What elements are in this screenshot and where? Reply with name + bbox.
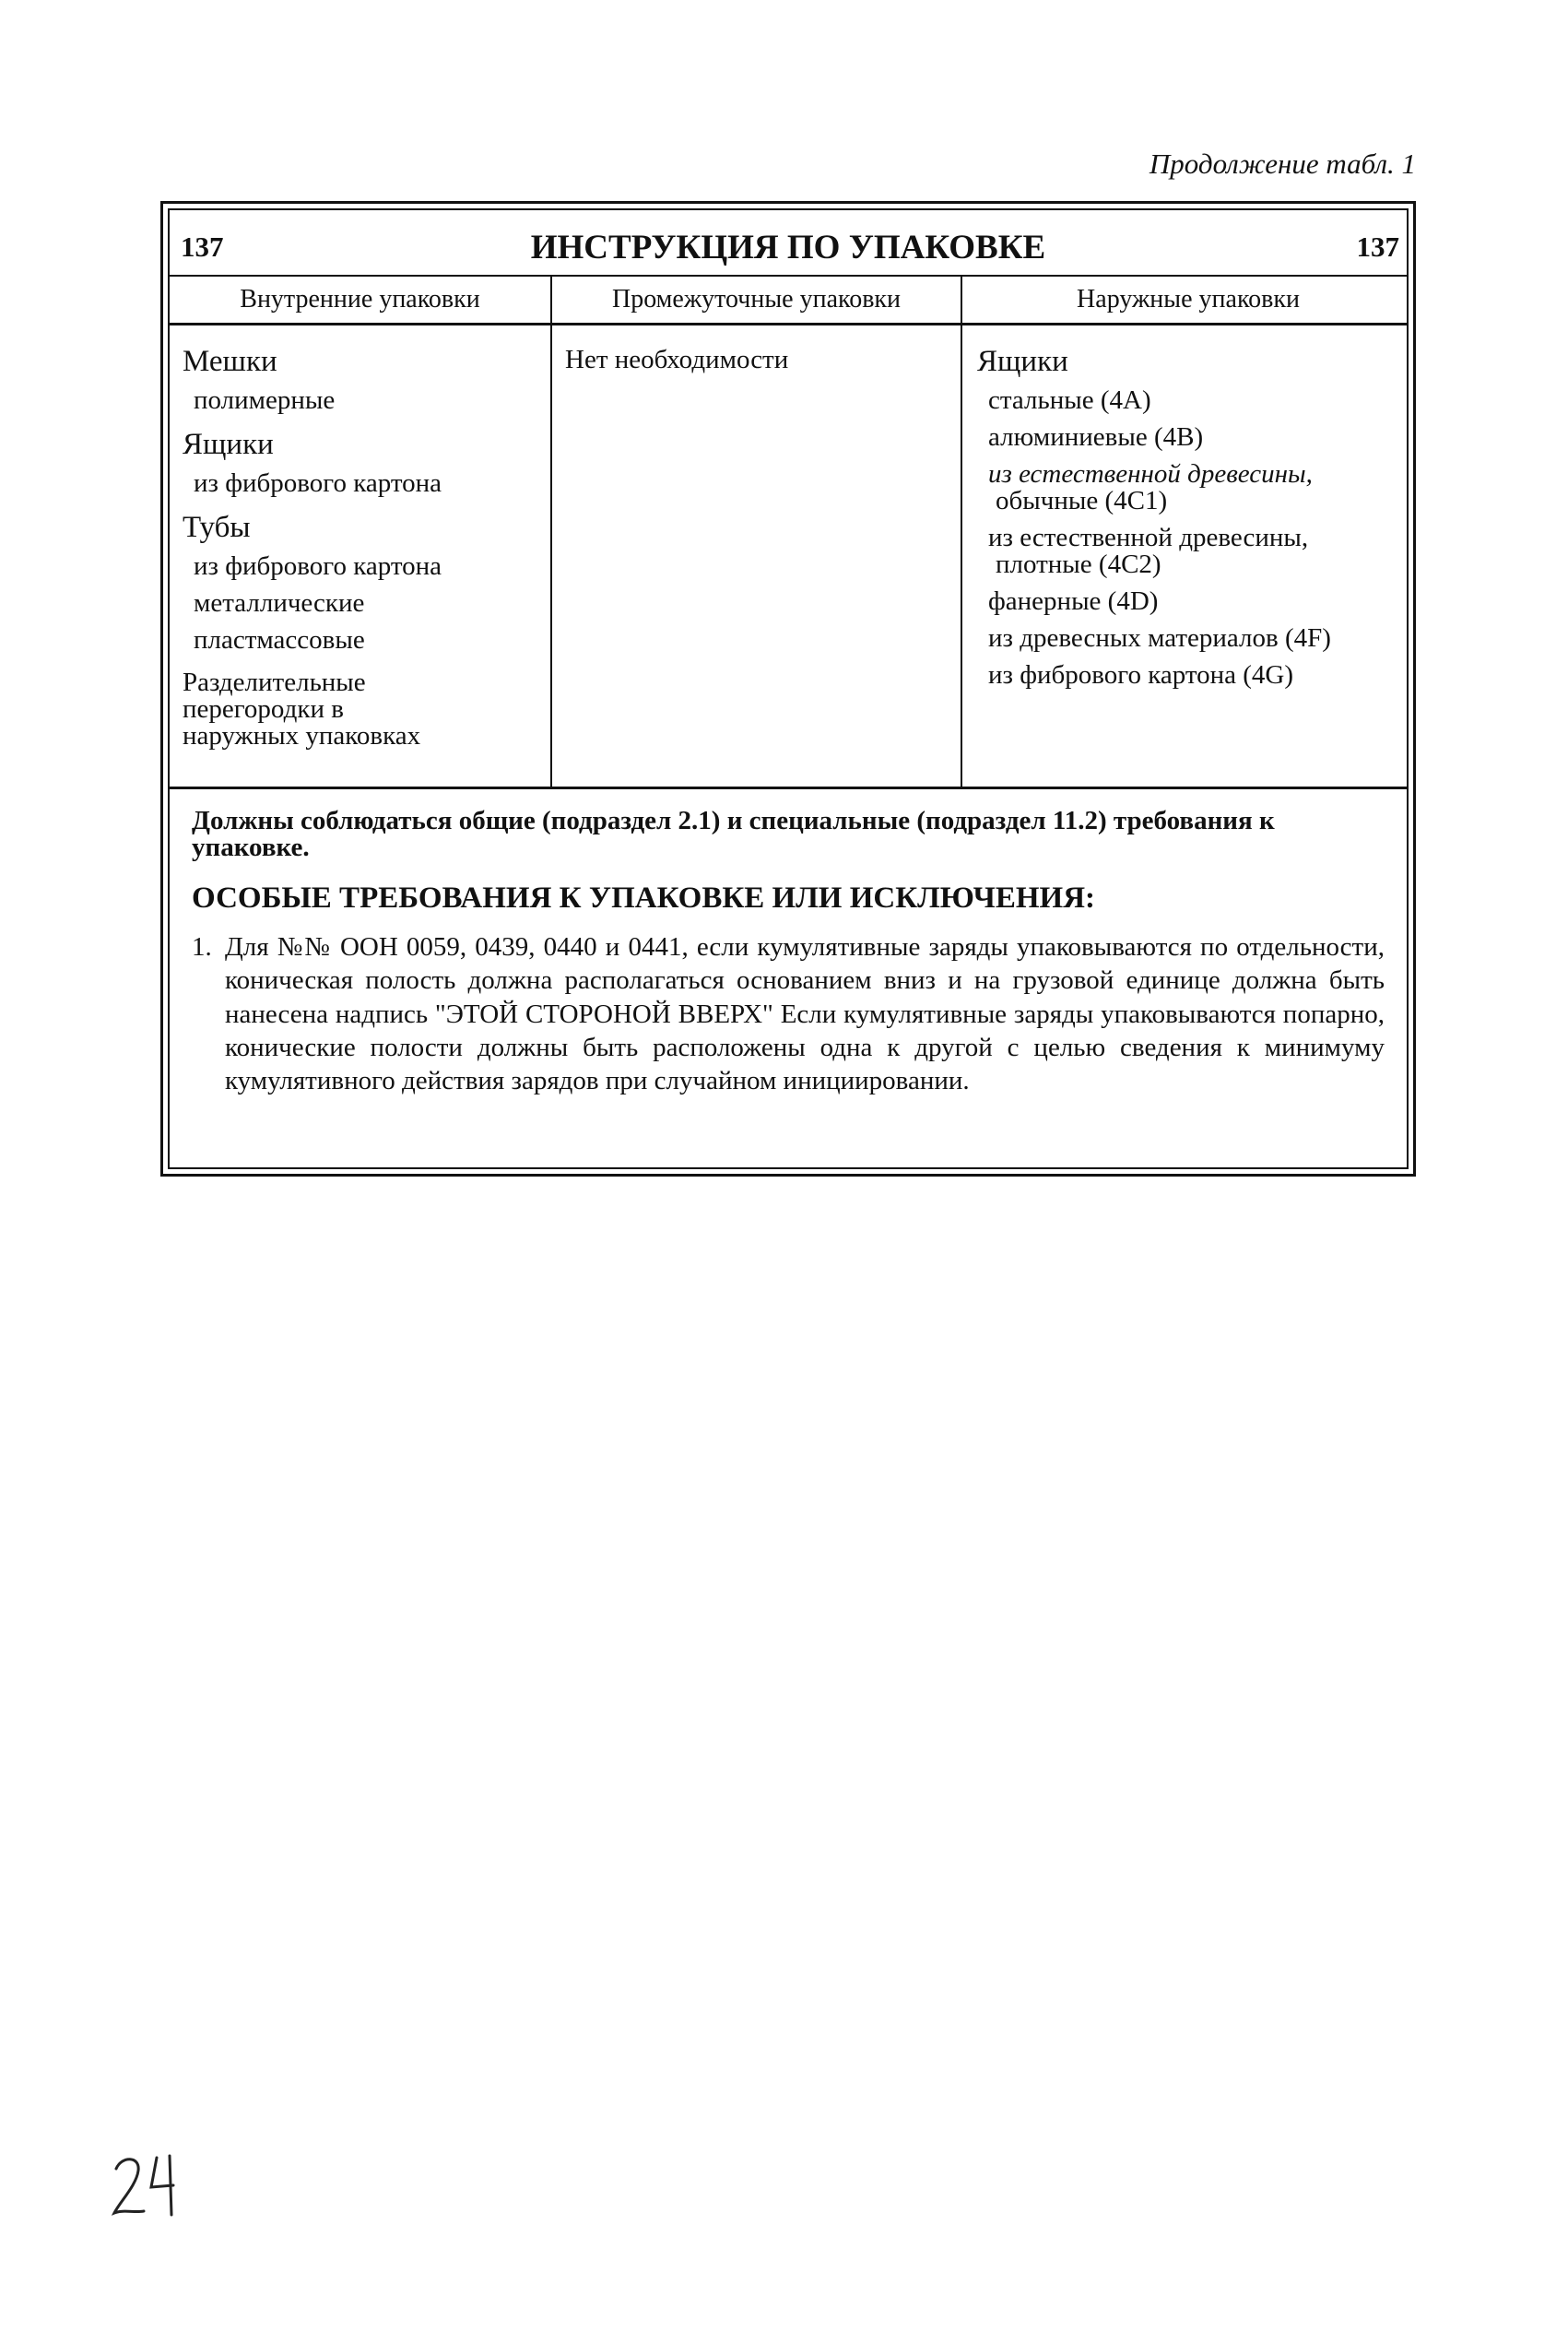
column-header-outer: Наружные упаковки xyxy=(1077,285,1300,314)
instruction-title: ИНСТРУКЦИЯ ПО УПАКОВКЕ xyxy=(530,229,1046,266)
inner-group-tubes: Тубы xyxy=(183,511,251,544)
outer-group-boxes: Ящики xyxy=(977,345,1068,378)
requirements-separator xyxy=(170,787,1407,789)
intermediate-packagings-cell xyxy=(565,347,952,373)
inner-dividers-line: Разделительные xyxy=(183,668,366,697)
column-header-inner: Внутренние упаковки xyxy=(240,285,480,314)
inner-item: металлические xyxy=(194,588,365,618)
column-header-intermediate: Промежуточные упаковки xyxy=(611,285,902,314)
intermediate-text: Нет необходимости xyxy=(565,345,789,374)
outer-item: из древесных материалов (4F) xyxy=(988,623,1331,653)
table-header xyxy=(170,210,1407,277)
requirements-section xyxy=(192,808,1385,1097)
instruction-number-right: 137 xyxy=(1356,231,1399,263)
outer-item: обычные (4C1) xyxy=(996,486,1168,515)
outer-item: фанерные (4D) xyxy=(988,586,1159,616)
outer-item: стальные (4A) xyxy=(988,385,1151,415)
general-requirements: Должны соблюдаться общие (подраздел 2.1) и специальные (подраздел 11.2) требования к упаковке. xyxy=(192,806,1275,862)
special-requirement-number: 1. xyxy=(192,932,212,962)
inner-item: полимерные xyxy=(194,385,336,415)
special-requirements-title: ОСОБЫЕ ТРЕБОВАНИЯ К УПАКОВКЕ ИЛИ ИСКЛЮЧЕНИЯ: xyxy=(192,882,1096,915)
inner-group-boxes: Ящики xyxy=(183,428,274,461)
outer-item: плотные (4C2) xyxy=(996,550,1161,579)
special-requirement-text: Для №№ ООН 0059, 0439, 0440 и 0441, если кумулятивные заряды упаковываются по отдельности, коническая полость должна располагаться основанием вниз и на грузовой единице должна быть нанесена надпись "ЭТОЙ СТОРОНОЙ ВВЕРХ" Если кумулятивные заряды упаковываются попарно, конические полости должны быть расположены одна к другой с целью сведения к минимуму кумулятивного действия зарядов при случайном инициировании. xyxy=(225,932,1385,1095)
outer-item: из естественной древесины, xyxy=(988,459,1313,489)
outer-item: из естественной древесины, xyxy=(988,523,1309,552)
table-inner-border xyxy=(168,208,1409,1169)
packing-instruction-table xyxy=(160,201,1416,1177)
outer-item: из фибрового картона (4G) xyxy=(988,660,1294,690)
outer-item: алюминиевые (4B) xyxy=(988,422,1204,452)
instruction-number-left: 137 xyxy=(181,231,224,263)
special-requirement-item xyxy=(192,930,1385,1097)
column-headers xyxy=(170,277,1407,325)
outer-packagings-cell xyxy=(977,347,1401,689)
table-continuation-label: Продолжение табл. 1 xyxy=(1149,148,1416,180)
handwritten-page-number xyxy=(109,2148,192,2222)
inner-dividers-line: наружных упаковках xyxy=(183,721,421,751)
inner-dividers-line: перегородки в xyxy=(183,694,344,724)
inner-group-bags: Мешки xyxy=(183,345,277,378)
inner-item: пластмассовые xyxy=(194,625,365,655)
inner-item: из фибрового картона xyxy=(194,551,442,581)
inner-item: из фибрового картона xyxy=(194,468,442,498)
column-divider-2 xyxy=(961,277,962,787)
inner-packagings-cell xyxy=(183,347,570,750)
